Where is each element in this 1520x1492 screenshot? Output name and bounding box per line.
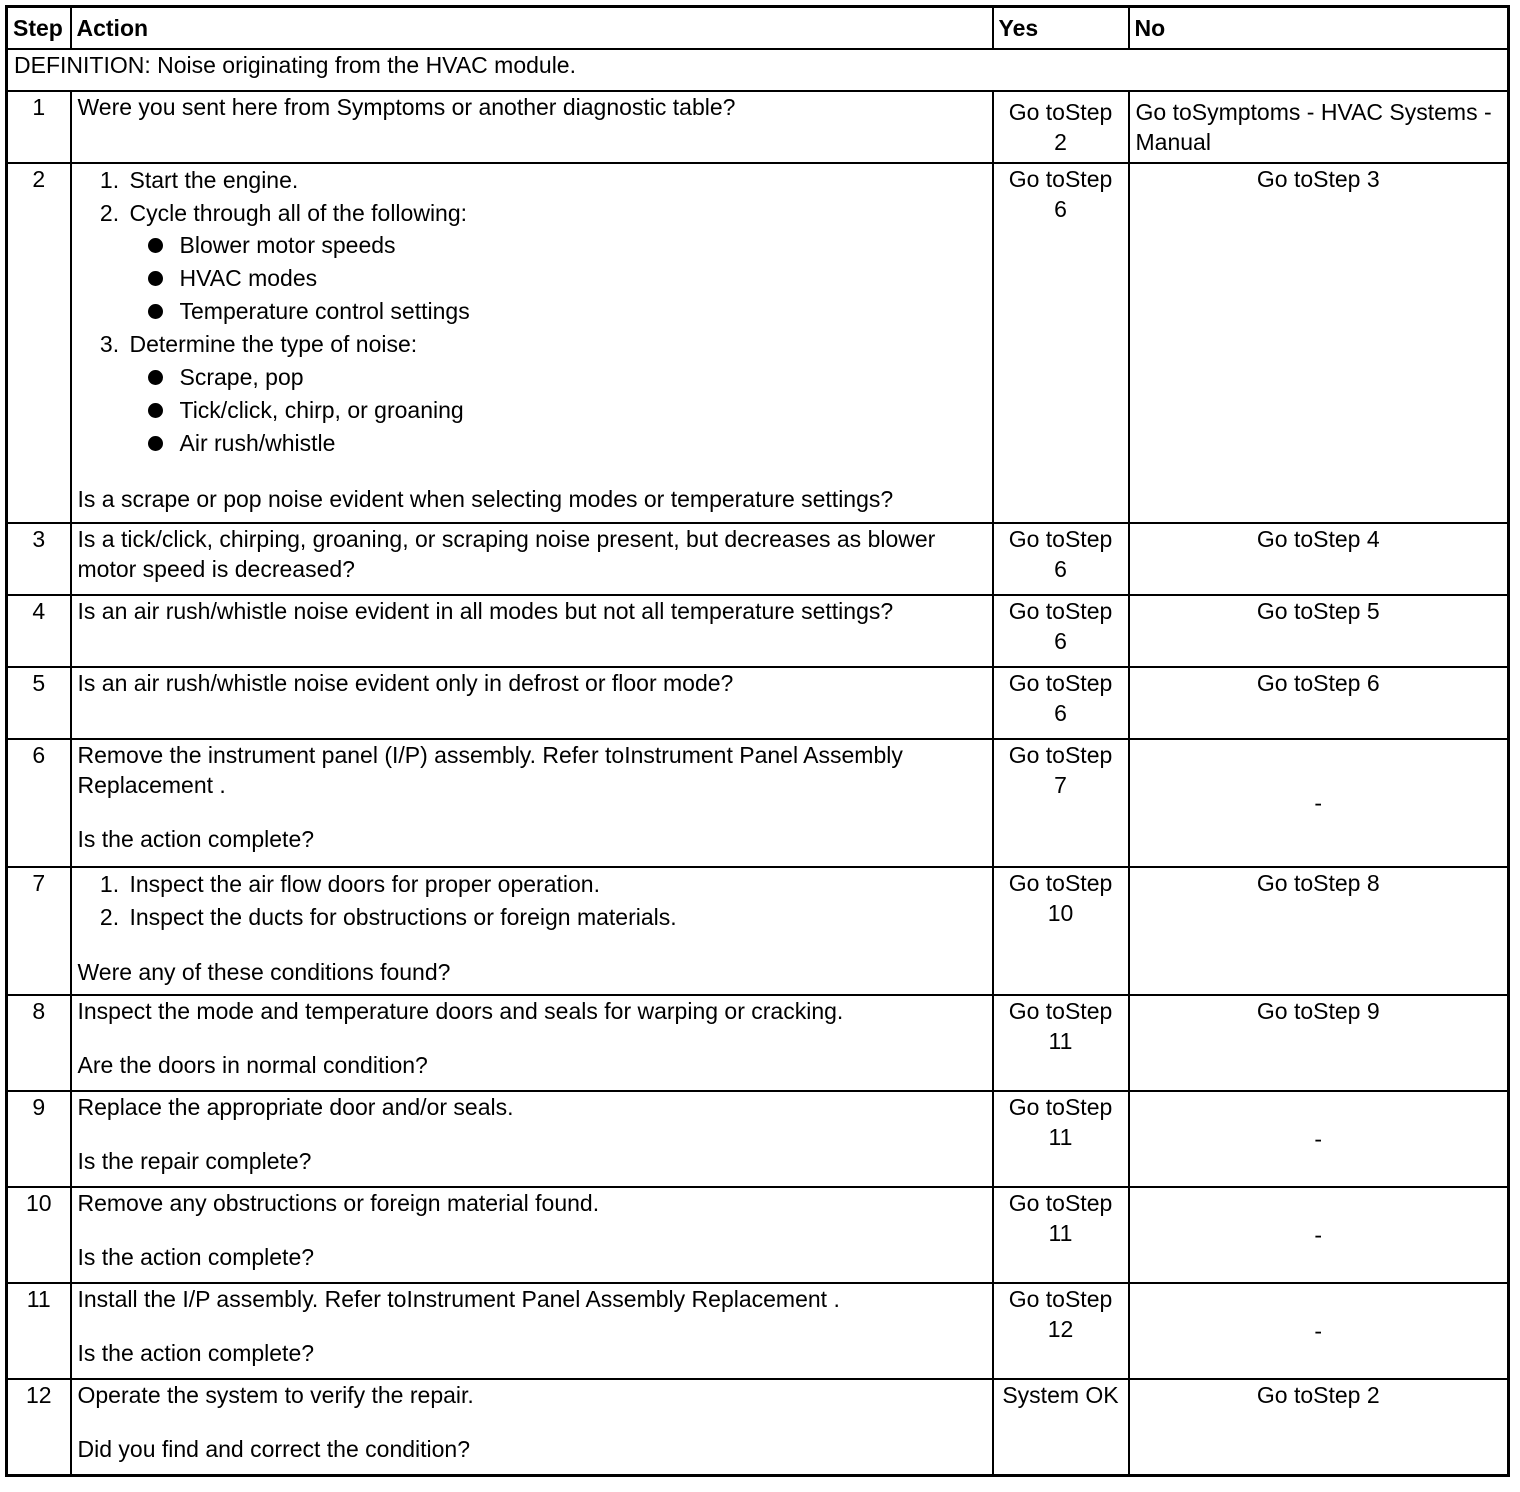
action-cell bbox=[71, 739, 993, 867]
instruction-text: Inspect the mode and temperature doors and seals for warping or cracking. bbox=[77, 998, 844, 1024]
table-row bbox=[7, 667, 1509, 739]
yes-cell: Go toStep 11 bbox=[993, 1187, 1129, 1283]
step-number: 10 bbox=[7, 1187, 71, 1283]
step-number: 3 bbox=[7, 523, 71, 595]
table-row bbox=[7, 523, 1509, 595]
yes-cell: Go toStep 6 bbox=[993, 523, 1129, 595]
spacer bbox=[78, 1122, 986, 1146]
procedure-list bbox=[78, 868, 986, 933]
bullet-text: HVAC modes bbox=[179, 265, 318, 291]
yes-cell: Go toStep 11 bbox=[993, 995, 1129, 1091]
no-cell: - bbox=[1129, 1187, 1509, 1283]
question-text: Were any of these conditions found? bbox=[77, 959, 451, 985]
spacer bbox=[78, 800, 986, 824]
question-text: Did you find and correct the condition? bbox=[77, 1436, 471, 1462]
bullet-icon bbox=[148, 403, 163, 418]
bullet-item bbox=[180, 394, 986, 427]
action-cell bbox=[71, 867, 993, 995]
step-number: 11 bbox=[7, 1283, 71, 1379]
yes-cell: Go toStep 10 bbox=[993, 867, 1129, 995]
no-cell: Go toStep 5 bbox=[1129, 595, 1509, 667]
procedure-list bbox=[78, 164, 986, 460]
spacer bbox=[78, 933, 986, 957]
list-item bbox=[126, 868, 986, 901]
definition-text: DEFINITION: Noise originating from the HVAC module. bbox=[7, 49, 1509, 91]
header-yes: Yes bbox=[993, 7, 1129, 50]
action-cell bbox=[71, 91, 993, 163]
spacer bbox=[78, 460, 986, 484]
step-number: 5 bbox=[7, 667, 71, 739]
yes-cell: Go toStep 2 bbox=[993, 91, 1129, 163]
yes-cell: Go toStep 12 bbox=[993, 1283, 1129, 1379]
instruction-text: Remove any obstructions or foreign material found. bbox=[77, 1190, 600, 1216]
header-row bbox=[7, 7, 1509, 50]
action-cell bbox=[71, 595, 993, 667]
action-cell bbox=[71, 523, 993, 595]
bullet-icon bbox=[148, 436, 163, 451]
bullet-text: Air rush/whistle bbox=[179, 429, 336, 456]
no-cell: Go toStep 2 bbox=[1129, 1379, 1509, 1475]
table-row bbox=[7, 995, 1509, 1091]
yes-cell: Go toStep 6 bbox=[993, 163, 1129, 523]
no-cell: Go toStep 8 bbox=[1129, 867, 1509, 995]
bullet-item bbox=[180, 295, 986, 328]
no-cell: Go toSymptoms - HVAC Systems - Manual bbox=[1129, 91, 1509, 163]
bullet-icon bbox=[148, 370, 163, 385]
list-item bbox=[126, 164, 986, 197]
step-number: 1 bbox=[7, 91, 71, 163]
instruction-text: Remove the instrument panel (I/P) assembly. Refer toInstrument Panel Assembly Replacement . bbox=[77, 742, 903, 798]
bullet-icon bbox=[148, 238, 163, 253]
question-text: Is an air rush/whistle noise evident in all modes but not all temperature settings? bbox=[77, 598, 894, 624]
question-text: Is a tick/click, chirping, groaning, or scraping noise present, but decreases as blower motor speed is decreased? bbox=[77, 526, 936, 582]
step-number: 9 bbox=[7, 1091, 71, 1187]
yes-cell: Go toStep 11 bbox=[993, 1091, 1129, 1187]
step-number: 8 bbox=[7, 995, 71, 1091]
step-number: 4 bbox=[7, 595, 71, 667]
header-no: No bbox=[1129, 7, 1509, 50]
spacer bbox=[78, 1314, 986, 1338]
list-item bbox=[126, 328, 986, 460]
step-number: 6 bbox=[7, 739, 71, 867]
action-cell bbox=[71, 1091, 993, 1187]
no-cell: Go toStep 3 bbox=[1129, 163, 1509, 523]
bullet-text: Temperature control settings bbox=[179, 298, 470, 324]
no-cell: Go toStep 6 bbox=[1129, 667, 1509, 739]
action-cell bbox=[71, 1379, 993, 1475]
table-row bbox=[7, 163, 1509, 523]
list-item bbox=[126, 901, 986, 934]
bullet-text: Blower motor speeds bbox=[179, 232, 396, 258]
no-cell: Go toStep 9 bbox=[1129, 995, 1509, 1091]
list-item-text: Inspect the air flow doors for proper operation. bbox=[129, 871, 600, 897]
yes-cell: System OK bbox=[993, 1379, 1129, 1475]
bullet-text: Tick/click, chirp, or groaning bbox=[179, 396, 464, 423]
yes-cell: Go toStep 6 bbox=[993, 667, 1129, 739]
instruction-text: Install the I/P assembly. Refer toInstrument Panel Assembly Replacement . bbox=[77, 1286, 840, 1312]
table-row bbox=[7, 1379, 1509, 1475]
question-text: Were you sent here from Symptoms or another diagnostic table? bbox=[77, 94, 736, 120]
spacer bbox=[78, 1218, 986, 1242]
action-cell bbox=[71, 1187, 993, 1283]
no-cell: - bbox=[1129, 739, 1509, 867]
bullet-item bbox=[180, 229, 986, 262]
question-text: Is a scrape or pop noise evident when selecting modes or temperature settings? bbox=[77, 485, 894, 512]
instruction-text: Replace the appropriate door and/or seals. bbox=[77, 1094, 514, 1120]
list-item-text: Cycle through all of the following: bbox=[129, 199, 468, 226]
question-text: Are the doors in normal condition? bbox=[77, 1052, 428, 1078]
no-cell: - bbox=[1129, 1091, 1509, 1187]
table-row bbox=[7, 1187, 1509, 1283]
bullet-icon bbox=[148, 304, 163, 319]
instruction-text: Operate the system to verify the repair. bbox=[77, 1382, 474, 1408]
header-step: Step bbox=[7, 7, 71, 50]
bullet-item bbox=[180, 361, 986, 394]
bullet-list bbox=[130, 361, 986, 460]
action-cell bbox=[71, 667, 993, 739]
question-text: Is the action complete? bbox=[77, 826, 315, 852]
yes-cell: Go toStep 6 bbox=[993, 595, 1129, 667]
action-cell bbox=[71, 1283, 993, 1379]
no-cell: Go toStep 4 bbox=[1129, 523, 1509, 595]
list-item-text: Start the engine. bbox=[129, 167, 299, 193]
spacer bbox=[78, 1026, 986, 1050]
table-row bbox=[7, 91, 1509, 163]
list-item-text: Determine the type of noise: bbox=[129, 331, 418, 357]
action-cell bbox=[71, 163, 993, 523]
bullet-item bbox=[180, 427, 986, 460]
definition-row bbox=[7, 49, 1509, 91]
bullet-item bbox=[180, 262, 986, 295]
table-row bbox=[7, 739, 1509, 867]
spacer bbox=[78, 1410, 986, 1434]
diagnostic-table bbox=[5, 5, 1510, 1477]
question-text: Is an air rush/whistle noise evident only in defrost or floor mode? bbox=[77, 670, 734, 696]
bullet-icon bbox=[148, 271, 163, 286]
table-row bbox=[7, 1091, 1509, 1187]
table-row bbox=[7, 1283, 1509, 1379]
header-action: Action bbox=[71, 7, 993, 50]
step-number: 2 bbox=[7, 163, 71, 523]
step-number: 7 bbox=[7, 867, 71, 995]
table-row bbox=[7, 867, 1509, 995]
list-item bbox=[126, 197, 986, 329]
bullet-list bbox=[130, 229, 986, 328]
list-item-text: Inspect the ducts for obstructions or foreign materials. bbox=[129, 903, 677, 930]
step-number: 12 bbox=[7, 1379, 71, 1475]
question-text: Is the action complete? bbox=[77, 1340, 315, 1366]
yes-cell: Go toStep 7 bbox=[993, 739, 1129, 867]
action-cell bbox=[71, 995, 993, 1091]
question-text: Is the repair complete? bbox=[77, 1148, 312, 1174]
bullet-text: Scrape, pop bbox=[179, 363, 304, 390]
question-text: Is the action complete? bbox=[77, 1244, 315, 1270]
no-cell: - bbox=[1129, 1283, 1509, 1379]
table-row bbox=[7, 595, 1509, 667]
